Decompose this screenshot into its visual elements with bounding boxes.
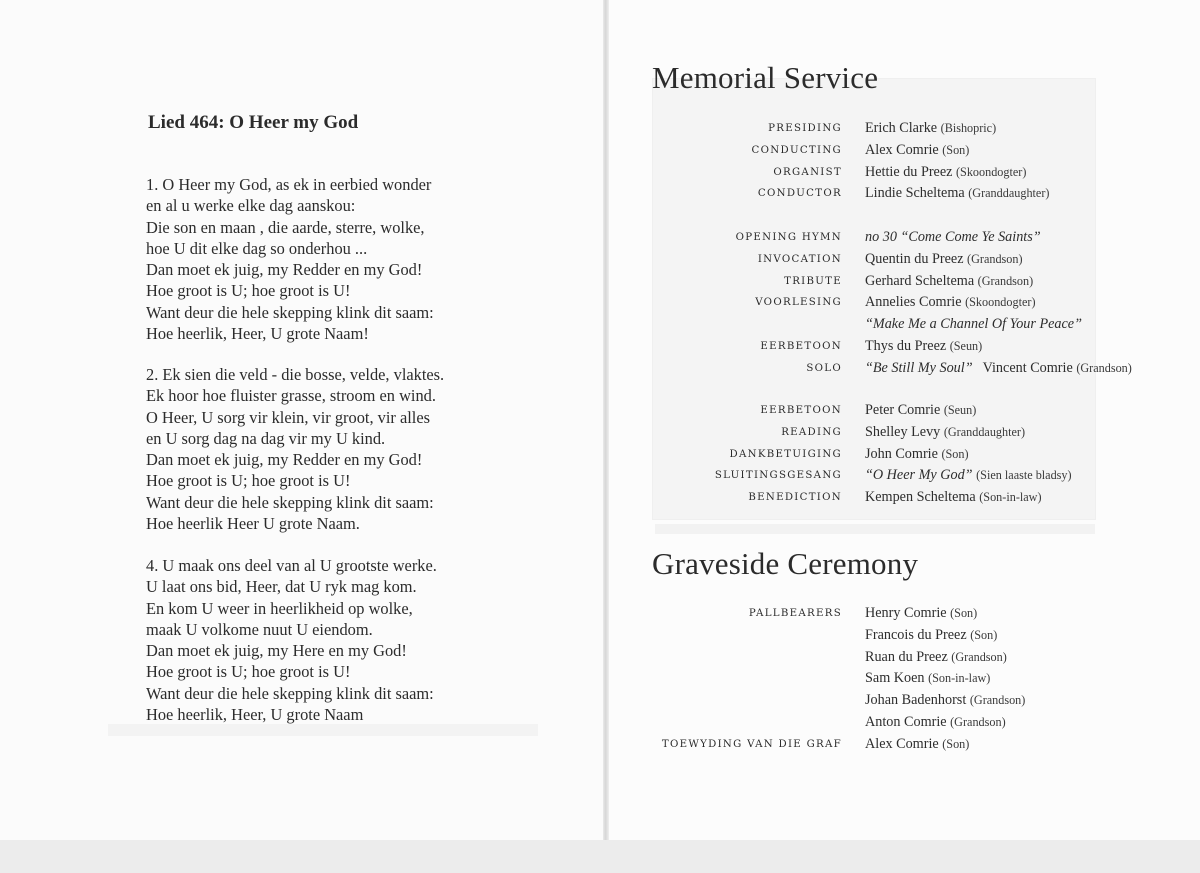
hymn-verse-4	[146, 555, 437, 725]
role-label: EERBETOON	[760, 405, 842, 416]
relation-note: (Grandson)	[967, 251, 1023, 266]
person-name: Alex Comrie	[865, 735, 939, 752]
person-name: Thys du Preez	[865, 337, 947, 354]
relation-note: (Grandson)	[1076, 360, 1132, 375]
song-title: “O Heer My God”	[865, 467, 973, 484]
role-label: DANKBETUIGING	[729, 448, 842, 460]
programme-row	[600, 227, 1200, 249]
person-name: Ruan du Preez	[865, 648, 948, 665]
programme-row	[600, 400, 1200, 422]
person-name: Kempen Scheltema	[865, 489, 976, 506]
relation-note: (Son)	[950, 606, 978, 620]
programme-row	[600, 271, 1200, 293]
relation-note: (Grandson)	[951, 649, 1007, 664]
role-label: ORGANIST	[773, 166, 842, 178]
programme-row	[600, 118, 1200, 140]
person-name: Johan Badenhorst	[865, 692, 967, 709]
role-label: OPENING HYMN	[735, 232, 842, 243]
person-name: Erich Clarke	[865, 120, 938, 136]
verse-line: Dan moet ek juig, my Redder en my God!	[146, 260, 423, 280]
verse-line: Ek hoor hoe fluister grasse, stroom en wind.	[146, 386, 436, 406]
verse-line: Hoe heerlik Heer U grote Naam.	[146, 514, 360, 534]
person-name: Quentin du Preez	[865, 250, 964, 267]
verse-line: Hoe groot is U; hoe groot is U!	[146, 471, 351, 491]
programme-row	[600, 314, 1200, 336]
person-name: Peter Comrie	[865, 402, 941, 418]
programme-row	[600, 249, 1200, 271]
programme-row	[600, 292, 1200, 314]
role-label: PALLBEARERS	[748, 608, 842, 619]
role-label: PRESIDING	[768, 123, 842, 134]
show-through-caption	[655, 524, 1095, 534]
relation-note: (Son)	[970, 627, 998, 642]
role-label: BENEDICTION	[748, 492, 842, 504]
programme-row	[600, 162, 1200, 184]
programme-row	[600, 487, 1200, 509]
verse-line: Die son en maan , die aarde, sterre, wolke,	[146, 217, 425, 237]
role-label: TRIBUTE	[784, 275, 842, 287]
verse-line: Want deur die hele skepping klink dit saam:	[146, 492, 434, 512]
person-name: Hettie du Preez	[865, 163, 953, 180]
programme-row	[600, 140, 1200, 162]
verse-line: Want deur die hele skepping klink dit saam:	[146, 302, 434, 322]
role-label: EERBETOON	[760, 340, 842, 352]
programme-row	[600, 183, 1200, 205]
programme-row	[600, 712, 1200, 734]
graveside-ceremony-title: Graveside Ceremony	[652, 546, 919, 581]
verse-line: 4. U maak ons deel van al U grootste werke.	[146, 556, 437, 575]
hymn-verse-2	[146, 364, 444, 534]
verse-line: en al u werke elke dag aanskou:	[146, 196, 356, 216]
person-name: Vincent Comrie	[982, 359, 1073, 376]
verse-line: Hoe heerlik, Heer, U grote Naam!	[146, 324, 369, 344]
person-name: Henry Comrie	[865, 605, 947, 621]
graveside-programme	[600, 603, 1200, 756]
hymn-name: no 30 “Come Come Ye Saints”	[865, 229, 1041, 245]
relation-note: (Son-in-law)	[979, 490, 1042, 505]
role-label: CONDUCTING	[751, 144, 842, 156]
person-name: Francois du Preez	[865, 626, 967, 643]
role-label: READING	[781, 426, 842, 438]
person-name: Shelley Levy	[865, 423, 941, 440]
relation-note: (Seun)	[943, 403, 977, 417]
relation-note: (Grandson)	[950, 714, 1006, 729]
programme-row	[600, 336, 1200, 358]
relation-note: (Skoondogter)	[956, 164, 1027, 179]
programme-row	[600, 358, 1200, 380]
role-label: SLUITINGSGESANG	[714, 470, 842, 482]
relation-note: (Granddaughter)	[943, 424, 1026, 439]
relation-note: (Grandson)	[977, 273, 1034, 288]
verse-line: 1. O Heer my God, as ek in eerbied wonder	[146, 175, 432, 194]
relation-note: (Son)	[942, 736, 970, 751]
verse-line: O Heer, U sorg vir klein, vir groot, vir alles	[146, 407, 430, 427]
scan-background	[0, 840, 1200, 873]
verse-line: Dan moet ek juig, my Redder en my God!	[146, 450, 423, 470]
relation-note: (Seun)	[949, 338, 983, 353]
person-name: Sam Koen	[865, 670, 925, 687]
programme-group-officiants	[600, 118, 1200, 205]
verse-line: Want deur die hele skepping klink dit saam:	[146, 683, 434, 703]
verse-line: U laat ons bid, Heer, dat U ryk mag kom.	[146, 577, 417, 597]
role-label: TOEWYDING VAN DIE GRAF	[661, 738, 842, 750]
verse-line: 2. Ek sien die veld - die bosse, velde, vlaktes.	[146, 365, 445, 384]
song-title: “Be Still My Soul”	[865, 359, 973, 376]
relation-note: (Son)	[941, 446, 969, 461]
person-name: Anton Comrie	[865, 713, 947, 730]
programme-group-closing	[600, 400, 1200, 509]
verse-line: maak U volkome nuut U eiendom.	[146, 619, 373, 639]
programme-row	[600, 603, 1200, 625]
relation-note: (Son)	[942, 142, 970, 157]
verse-line: Hoe heerlik, Heer, U grote Naam	[146, 705, 364, 725]
person-name: Gerhard Scheltema	[865, 272, 975, 289]
person-name: Lindie Scheltema	[865, 185, 965, 202]
relation-note: (Granddaughter)	[968, 186, 1050, 201]
hymn-verse-1	[146, 174, 434, 344]
programme-row	[600, 668, 1200, 690]
programme-row	[600, 465, 1200, 487]
role-label: SOLO	[806, 362, 842, 374]
verse-line: Dan moet ek juig, my Here en my God!	[146, 641, 407, 661]
verse-line: Hoe groot is U; hoe groot is U!	[146, 662, 351, 682]
person-name: Alex Comrie	[865, 141, 939, 158]
memorial-service-title: Memorial Service	[652, 60, 879, 95]
programme-row	[600, 444, 1200, 466]
verse-line: En kom U weer in heerlikheid op wolke,	[146, 598, 413, 618]
programme-row	[600, 422, 1200, 444]
role-label: INVOCATION	[757, 253, 842, 265]
programme-row	[600, 647, 1200, 669]
programme-row	[600, 690, 1200, 712]
relation-note: (Sien laaste bladsy)	[976, 468, 1072, 483]
show-through-text	[108, 724, 538, 736]
verse-line: en U sorg dag na dag vir my U kind.	[146, 428, 386, 448]
role-label: CONDUCTOR	[757, 188, 842, 200]
programme-row	[600, 625, 1200, 647]
song-title: “Make Me a Channel Of Your Peace”	[865, 316, 1082, 333]
relation-note: (Skoondogter)	[965, 295, 1036, 310]
person-name: Annelies Comrie	[865, 294, 962, 311]
relation-note: (Bishopric)	[940, 121, 997, 135]
verse-line: hoe U dit elke dag so onderhou ...	[146, 238, 368, 258]
relation-note: (Grandson)	[969, 693, 1026, 708]
person-name: John Comrie	[865, 445, 938, 462]
programme-group-service	[600, 227, 1200, 380]
role-label: VOORLESING	[755, 297, 842, 309]
relation-note: (Son-in-law)	[928, 671, 991, 686]
programme-row	[600, 734, 1200, 756]
verse-line: Hoe groot is U; hoe groot is U!	[146, 281, 351, 301]
hymn-title: Lied 464: O Heer my God	[148, 112, 359, 133]
